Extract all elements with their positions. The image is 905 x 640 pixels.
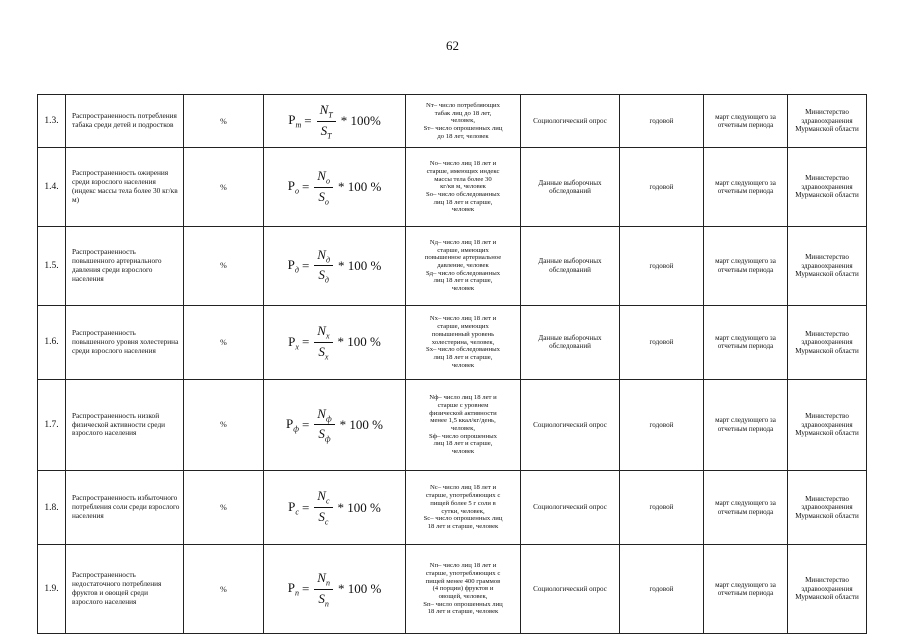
variables-line: давление, человек <box>437 261 489 269</box>
indicators-table <box>37 94 867 634</box>
formula-lhs-sub: д <box>294 265 299 275</box>
variables-line: старше, имеющих <box>437 323 489 331</box>
table-row <box>38 545 867 634</box>
formula-denominator: $S_T$ <box>320 122 332 141</box>
unit-cell: % <box>184 148 264 227</box>
formula-lhs-sub: с <box>295 507 299 517</box>
variables-line: сутки, человек, <box>441 507 485 515</box>
formula <box>288 323 381 361</box>
variables-line: массы тела более 30 <box>434 175 492 183</box>
formula-lhs: $P_о$ <box>287 178 299 196</box>
variables-line: Nд– число лиц 18 лет и <box>429 238 497 246</box>
formula-lhs-sub: т <box>295 120 302 130</box>
variables-line: человек, <box>450 117 476 125</box>
table-row <box>38 305 867 379</box>
table-body <box>38 95 867 634</box>
variables-line: Sд– число обследованных <box>425 269 501 277</box>
variables-line: Nп– число лиц 18 лет и <box>429 562 497 570</box>
formula-denominator-sub: х <box>324 352 329 362</box>
formula-fraction <box>314 247 333 285</box>
formula-equals: = <box>301 334 310 350</box>
formula-lhs: $P_п$ <box>287 580 299 598</box>
formula-denominator: $S_п$ <box>318 590 329 609</box>
variables-line: до 18 лет, человек <box>437 132 489 140</box>
data-source: Социологический опрос <box>521 380 620 471</box>
formula-denominator-sub: T <box>327 131 332 141</box>
formula-cell <box>264 95 406 148</box>
formula-lhs-sub: ф <box>293 424 299 434</box>
formula-numerator-sub: д <box>325 255 330 265</box>
table-row <box>38 148 867 227</box>
variables-line: Nт– число потребляющих <box>426 101 500 109</box>
reporting-term: март следующего за отчетным периода <box>704 148 788 227</box>
formula-equals: = <box>301 257 310 273</box>
formula-numerator-sub: с <box>325 497 330 507</box>
periodicity: годовой <box>620 95 704 148</box>
row-number: 1.4. <box>38 148 66 227</box>
variables-line: человек <box>451 206 475 214</box>
variables-line: Sо– число обследованных <box>425 190 501 198</box>
formula-denominator: $S_о$ <box>318 188 329 207</box>
formula-lhs-sub: х <box>295 342 299 352</box>
data-source: Данные выборочных обследований <box>521 226 620 305</box>
variables-description <box>406 226 521 305</box>
formula-fraction <box>314 168 333 206</box>
variables-description <box>406 148 521 227</box>
formula-denominator: $S_ф$ <box>318 426 331 445</box>
formula-denominator: $S_с$ <box>318 509 329 527</box>
formula-equals: = <box>304 113 312 129</box>
formula-multiplier: * 100 % <box>338 257 382 273</box>
formula-numerator: $N_с$ <box>314 488 332 508</box>
formula-cell <box>264 380 406 471</box>
formula-equals: = <box>301 581 310 597</box>
reporting-term: март следующего за отчетным периода <box>704 95 788 148</box>
formula-equals: = <box>301 416 310 432</box>
data-source: Социологический опрос <box>521 470 620 544</box>
responsible-body: Министерство здравоохранения Мурманской области <box>788 148 867 227</box>
reporting-term: март следующего за отчетным периода <box>704 305 788 379</box>
indicator-name: Распространенность низкой физической активности среди взрослого населения <box>66 380 184 471</box>
unit-cell: % <box>184 380 264 471</box>
variables-line: лиц 18 лет и старше, <box>433 277 493 285</box>
variables-line: физической активности <box>429 409 497 417</box>
row-number: 1.7. <box>38 380 66 471</box>
variables-line: человек <box>451 448 475 456</box>
variables-line: лиц 18 лет и старше, <box>433 198 493 206</box>
formula-numerator-sub: ф <box>325 414 332 424</box>
reporting-term: март следующего за отчетным периода <box>704 226 788 305</box>
formula-numerator: $N_ф$ <box>314 406 334 426</box>
row-number: 1.5. <box>38 226 66 305</box>
row-number: 1.3. <box>38 95 66 148</box>
periodicity: годовой <box>620 305 704 379</box>
variables-line: овощей, человек, <box>438 592 488 600</box>
responsible-body: Министерство здравоохранения Мурманской области <box>788 95 867 148</box>
unit-cell: % <box>184 545 264 634</box>
indicator-name: Распространенность потребления табака среди детей и подростков <box>66 95 184 148</box>
responsible-body: Министерство здравоохранения Мурманской области <box>788 226 867 305</box>
row-number: 1.9. <box>38 545 66 634</box>
unit-cell: % <box>184 226 264 305</box>
periodicity: годовой <box>620 380 704 471</box>
unit-cell: % <box>184 470 264 544</box>
variables-line: 18 лет и старше, человек <box>427 522 499 530</box>
formula-multiplier: * 100% <box>340 113 381 129</box>
variables-line: человек <box>451 285 475 293</box>
reporting-term: март следующего за отчетным периода <box>704 470 788 544</box>
page-number: 62 <box>446 38 459 53</box>
formula-lhs-sub: о <box>294 186 299 196</box>
variables-line: старше, имеющих индекс <box>426 167 500 175</box>
formula-lhs: $P_д$ <box>287 257 299 275</box>
formula-numerator-sub: о <box>325 176 330 186</box>
variables-description <box>406 545 521 634</box>
row-number: 1.6. <box>38 305 66 379</box>
formula-cell <box>264 305 406 379</box>
table-row <box>38 470 867 544</box>
periodicity: годовой <box>620 148 704 227</box>
variables-line: Nх– число лиц 18 лет и <box>429 315 497 323</box>
formula-denominator-sub: ф <box>324 435 331 445</box>
formula <box>288 247 382 285</box>
formula-multiplier: * 100 % <box>337 179 382 195</box>
formula-cell <box>264 226 406 305</box>
indicator-name: Распространенность недостаточного потребления фруктов и овощей среди взрослого населения <box>66 545 184 634</box>
reporting-term: март следующего за отчетным периода <box>704 545 788 634</box>
responsible-body: Министерство здравоохранения Мурманской области <box>788 380 867 471</box>
formula <box>288 102 381 140</box>
variables-line: лиц 18 лет и старше, <box>433 353 493 361</box>
variables-line: повышенное артериальное <box>424 254 502 262</box>
variables-line: Nо– число лиц 18 лет и <box>429 160 497 168</box>
reporting-term: март следующего за отчетным периода <box>704 380 788 471</box>
unit-cell: % <box>184 95 264 148</box>
variables-line: кг/кв м, человек <box>440 183 486 191</box>
formula-lhs-sub: п <box>294 588 299 598</box>
formula-multiplier: * 100 % <box>337 581 382 597</box>
unit-cell: % <box>184 305 264 379</box>
formula <box>288 570 382 608</box>
formula-numerator-sub: х <box>325 331 330 341</box>
formula-multiplier: * 100 % <box>337 499 381 515</box>
table-row <box>38 226 867 305</box>
data-source: Данные выборочных обследований <box>521 305 620 379</box>
variables-line: менее 1,5 ккал/кг/день, <box>430 417 496 425</box>
periodicity: годовой <box>620 226 704 305</box>
formula-fraction <box>314 570 333 608</box>
formula-numerator-sub: п <box>325 578 330 588</box>
formula-numerator: $N_х$ <box>314 323 332 343</box>
variables-line: старше, употребляющих с <box>425 492 501 500</box>
formula-numerator: $N_T$ <box>317 102 336 122</box>
data-source: Социологический опрос <box>521 545 620 634</box>
responsible-body: Министерство здравоохранения Мурманской области <box>788 545 867 634</box>
variables-line: (4 порции) фруктов и <box>432 585 494 593</box>
variables-line: повышенный уровень <box>431 330 495 338</box>
formula <box>288 488 381 526</box>
periodicity: годовой <box>620 470 704 544</box>
variables-description <box>406 305 521 379</box>
table-row <box>38 95 867 148</box>
variables-description <box>406 380 521 471</box>
formula-denominator-sub: с <box>324 517 329 527</box>
periodicity: годовой <box>620 545 704 634</box>
formula <box>288 168 382 206</box>
row-number: 1.8. <box>38 470 66 544</box>
variables-line: пищей более 5 г соли в <box>430 499 496 507</box>
formula-numerator: $N_д$ <box>314 247 333 267</box>
formula-equals: = <box>301 179 310 195</box>
variables-line: холестерина, человек, <box>431 338 495 346</box>
variables-line: Sф– число опрошенных <box>428 432 498 440</box>
formula-cell <box>264 545 406 634</box>
formula-multiplier: * 100 % <box>339 416 383 432</box>
variables-line: Sс– число опрошенных лиц <box>423 515 503 523</box>
indicator-name: Распространенность повышенного уровня холестерина среди взрослого населения <box>66 305 184 379</box>
variables-line: старше с уровнем <box>437 401 489 409</box>
variables-line: старше, имеющих <box>437 246 489 254</box>
formula-denominator-sub: д <box>324 275 329 285</box>
formula-denominator: $S_х$ <box>318 343 329 362</box>
data-source: Социологический опрос <box>521 95 620 148</box>
formula-fraction <box>317 102 336 140</box>
formula-fraction <box>314 488 332 526</box>
variables-line: Sх– число обследованных <box>425 346 501 354</box>
variables-line: лиц 18 лет и старше, <box>433 440 493 448</box>
responsible-body: Министерство здравоохранения Мурманской области <box>788 305 867 379</box>
variables-description <box>406 470 521 544</box>
variables-line: табак лиц до 18 лет, <box>434 109 492 117</box>
formula-cell <box>264 148 406 227</box>
formula-lhs: $P_х$ <box>288 333 299 352</box>
variables-line: Nф– число лиц 18 лет и <box>429 394 497 402</box>
variables-line: человек, <box>450 424 476 432</box>
formula-numerator-sub: T <box>328 110 333 120</box>
formula-equals: = <box>301 499 310 515</box>
formula-denominator-sub: о <box>324 197 329 207</box>
variables-line: человек <box>451 361 475 369</box>
formula-cell <box>264 470 406 544</box>
indicator-name: Распространенность ожирения среди взрослого населения (индекс массы тела более 30 кг/кв м) <box>66 148 184 227</box>
formula-lhs: $P_ф$ <box>286 416 299 434</box>
variables-line: Sт– число опрошенных лиц <box>423 124 503 132</box>
variables-line: старше, употребляющих с <box>425 569 501 577</box>
formula <box>286 406 383 444</box>
table-row <box>38 380 867 471</box>
variables-line: Sп– число опрошенных лиц <box>423 600 503 608</box>
formula-denominator: $S_д$ <box>318 267 329 285</box>
formula-fraction <box>314 406 334 444</box>
formula-denominator-sub: п <box>324 599 329 609</box>
indicator-name: Распространенность повышенного артериального давления среди взрослого населения <box>66 226 184 305</box>
formula-multiplier: * 100 % <box>337 334 381 350</box>
indicator-name: Распространенность избыточного потребления соли среди взрослого населения <box>66 470 184 544</box>
formula-lhs: $P_с$ <box>288 498 299 517</box>
variables-line: пищей менее 400 граммов <box>425 577 501 585</box>
variables-description <box>406 95 521 148</box>
data-source: Данные выборочных обследований <box>521 148 620 227</box>
formula-numerator: $N_о$ <box>314 168 333 188</box>
formula-numerator: $N_п$ <box>314 570 333 590</box>
formula-lhs: $P_т$ <box>288 112 302 130</box>
variables-line: Nс– число лиц 18 лет и <box>429 484 497 492</box>
responsible-body: Министерство здравоохранения Мурманской области <box>788 470 867 544</box>
variables-line: 18 лет и старше, человек <box>427 608 499 616</box>
formula-fraction <box>314 323 332 361</box>
